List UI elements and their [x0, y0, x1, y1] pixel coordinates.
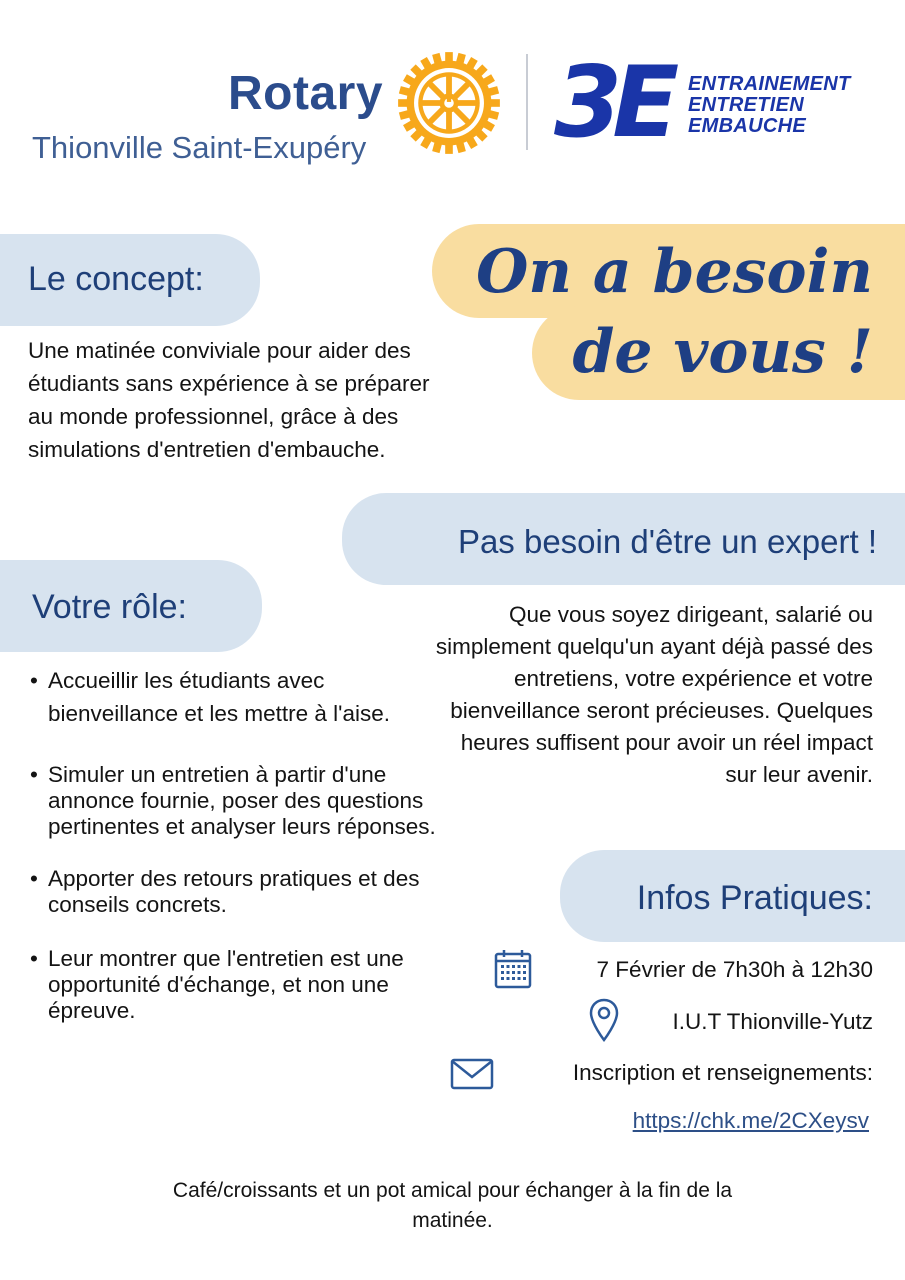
concept-text: Une matinée conviviale pour aider des étudiants sans expérience à se préparer au monde professionnel, grâce à des simulations d'entretien d'embauche.: [28, 338, 430, 462]
3e-tagline-line: ENTRAINEMENT: [688, 73, 851, 95]
3e-tagline-line: EMBAUCHE: [688, 115, 806, 137]
footer-note: [0, 1176, 905, 1236]
3e-logo-text: 3E: [554, 50, 670, 145]
role-list-item: • Apporter des retours pratiques et des conseils concrets.: [30, 866, 440, 918]
role-list-item: • Leur montrer que l'entretien est une opportunité d'échange, et non une épreuve.: [30, 946, 440, 1024]
registration-label: Inscription et renseignements:: [572, 1060, 873, 1085]
rotary-wordmark: Rotary: [228, 67, 384, 120]
expert-heading: Pas besoin d'être un expert !: [457, 523, 877, 560]
registration-link[interactable]: https://chk.me/2CXeysv: [632, 1108, 869, 1133]
calendar-icon: [494, 949, 532, 989]
role-list-item: • Simuler un entretien à partir d'une annonce fournie, poser des questions pertinentes et analyser leurs réponses.: [30, 762, 440, 840]
event-date: 7 Février de 7h30h à 12h30: [596, 957, 873, 982]
role-list-item: • Accueillir les étudiants avec bienveillance et les mettre à l'aise.: [30, 664, 440, 730]
rotary-wheel-icon: [396, 50, 502, 156]
expert-text: Que vous soyez dirigeant, salarié ou simplement quelqu'un ayant déjà passé des entretiens, votre expérience et votre bienveillance seront précieuses. Quelques heures suffisent pour avoir un réel impact sur leur avenir.: [435, 602, 873, 787]
envelope-icon: [450, 1058, 494, 1090]
callout-line-2: de vous !: [572, 317, 873, 387]
3e-tagline: [688, 74, 888, 137]
role-list: [30, 664, 440, 1024]
event-location: I.U.T Thionville-Yutz: [672, 1009, 873, 1034]
header-divider: [526, 54, 528, 150]
3e-logo: [552, 50, 692, 145]
infos-heading: Infos Pratiques:: [636, 879, 873, 917]
3e-tagline-line: ENTRETIEN: [688, 94, 805, 116]
role-heading: Votre rôle:: [32, 588, 187, 626]
callout-line-1: On a besoin: [476, 237, 873, 307]
concept-heading: Le concept:: [28, 260, 204, 298]
rotary-club-name: Thionville Saint-Exupéry: [32, 130, 367, 165]
footer-text: Café/croissants et un pot amical pour échanger à la fin de la matinée.: [172, 1179, 733, 1232]
location-pin-icon: [588, 998, 620, 1044]
